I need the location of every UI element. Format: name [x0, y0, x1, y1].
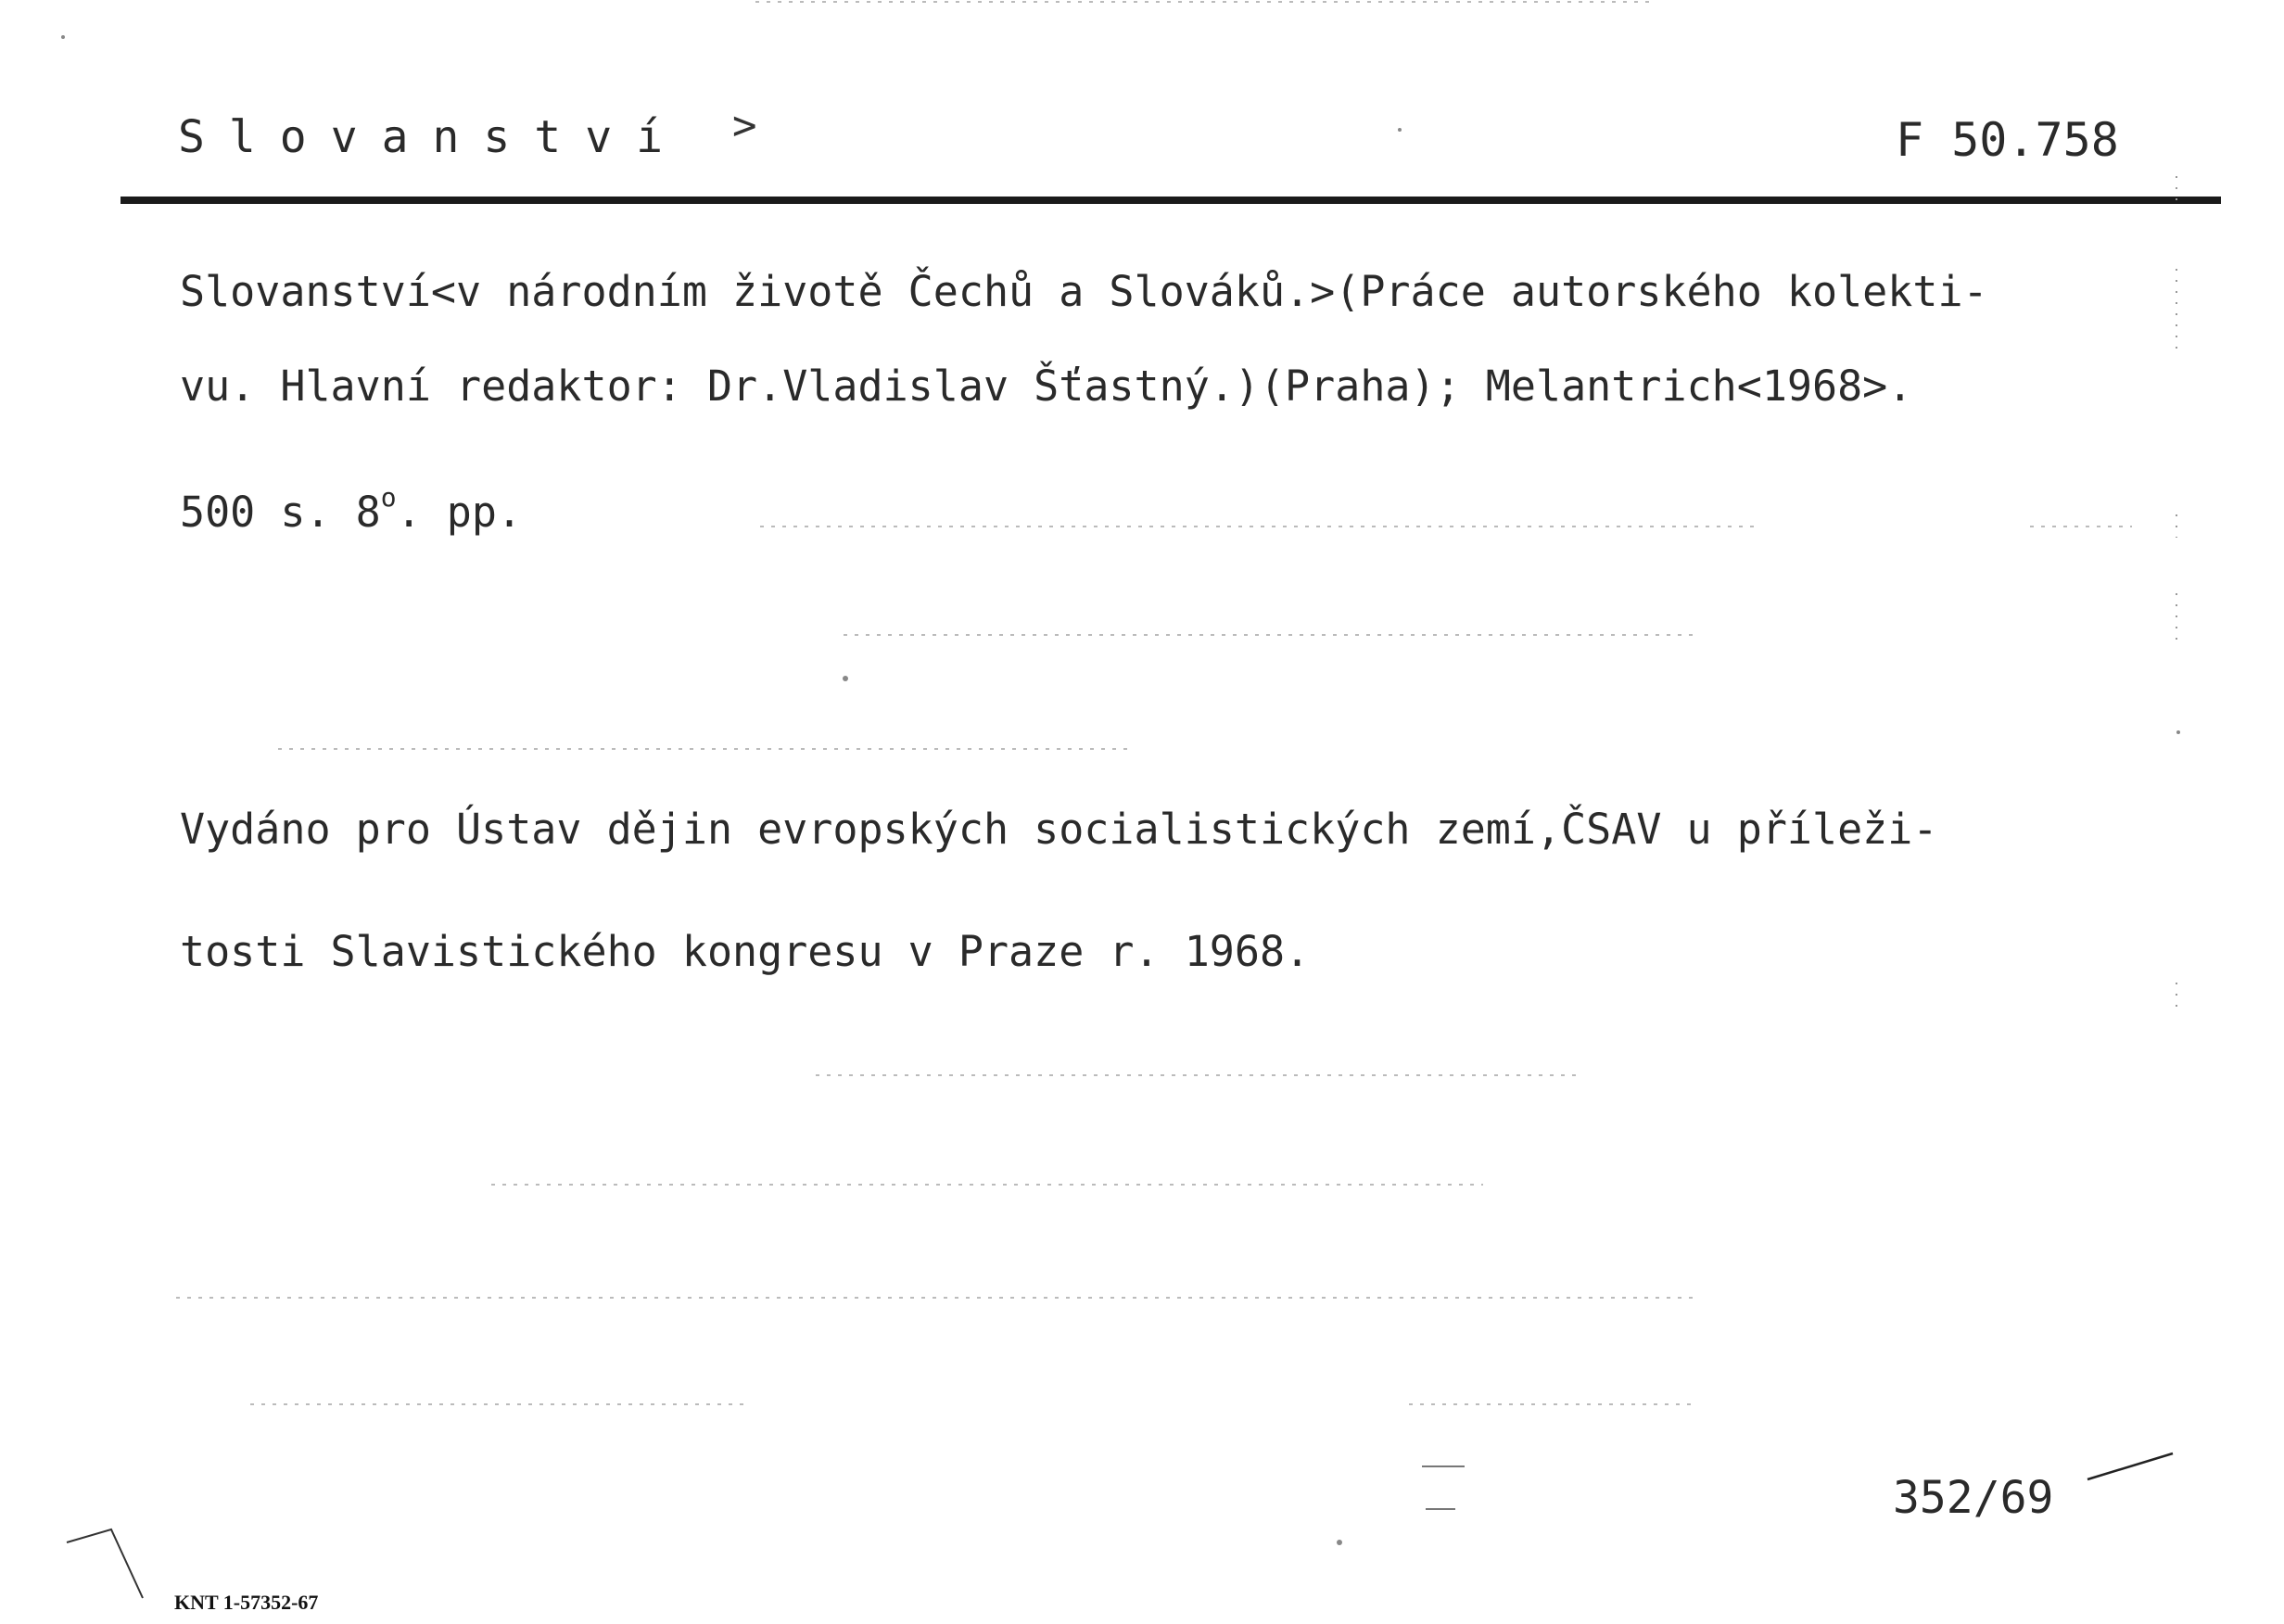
- format-superscript: o: [380, 482, 397, 513]
- note-line-2: tosti Slavistického kongresu v Praze r. 1968.: [180, 927, 1311, 976]
- note-line-1: Vydáno pro Ústav dějin evropských socialistických zemí,ČSAV u příleži-: [180, 805, 1938, 854]
- print-code: KNT 1-57352-67: [174, 1591, 319, 1614]
- subject-heading: Slovanství: [178, 111, 687, 163]
- format-suffix: . pp.: [396, 488, 523, 537]
- heading-mark: >: [732, 102, 757, 149]
- collation-pages: 500 s. 8: [180, 488, 381, 537]
- call-number: F 50.758: [1896, 113, 2119, 167]
- title-line-2: vu. Hlavní redaktor: Dr.Vladislav Šťastný.)(Praha); Melantrich<1968>.: [180, 362, 1913, 411]
- accession-number: 352/69: [1893, 1472, 2054, 1524]
- title-line-1: Slovanství<v národním životě Čechů a Slováků.>(Práce autorského kolekti-: [180, 267, 1988, 316]
